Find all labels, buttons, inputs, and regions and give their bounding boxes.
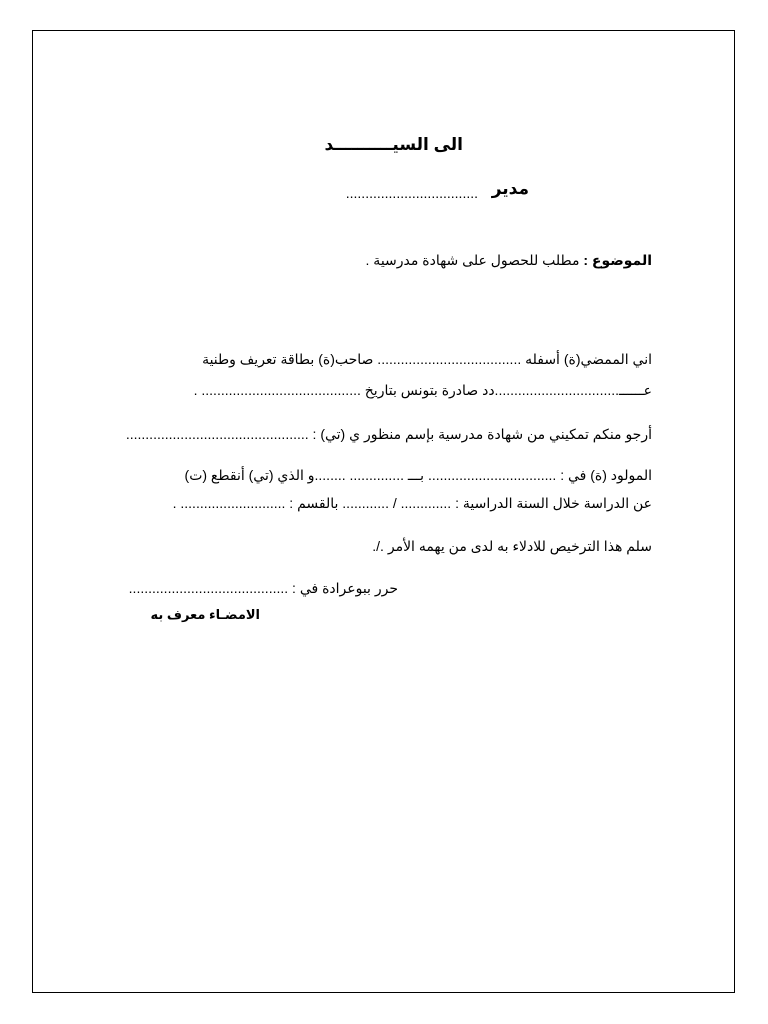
director-label: مدير	[491, 179, 529, 198]
body-line-id-card: عــــــ................................دد صادرة بتونس بتاريخ ......................................... .	[193, 382, 652, 398]
subject-text: مطلب للحصول على شهادة مدرسية .	[365, 252, 580, 268]
subject-line	[366, 251, 652, 269]
signature-label: الامضـاء معرف به	[150, 607, 260, 622]
recipient-heading: الى السيــــــــــد	[324, 135, 463, 154]
body-line-applicant: اني الممضي(ة) أسفله ..................................... صاحب(ة) بطاقة تعريف وطنية	[202, 351, 652, 367]
director-name-placeholder: ..................................	[345, 185, 478, 201]
subject-label: الموضوع :	[583, 252, 652, 268]
body-line-school-year: عن الدراسة خلال السنة الدراسية : ............. / ............ بالقسم : ........................... .	[172, 495, 652, 511]
body-line-authorization: سلم هذا الترخيص للادلاء به لدى من يهمه الأمر ./.	[372, 538, 652, 554]
body-line-place-date: حرر ببوعرادة في : .........................................	[128, 580, 398, 596]
body-line-request: أرجو منكم تمكيني من شهادة مدرسية بإسم منظور ي (تي) : ...............................................	[125, 426, 652, 442]
body-line-birth: المولود (ة) في : ................................. بـــ .............. ........و الذي (تي) أنقطع (ت)	[184, 467, 652, 483]
